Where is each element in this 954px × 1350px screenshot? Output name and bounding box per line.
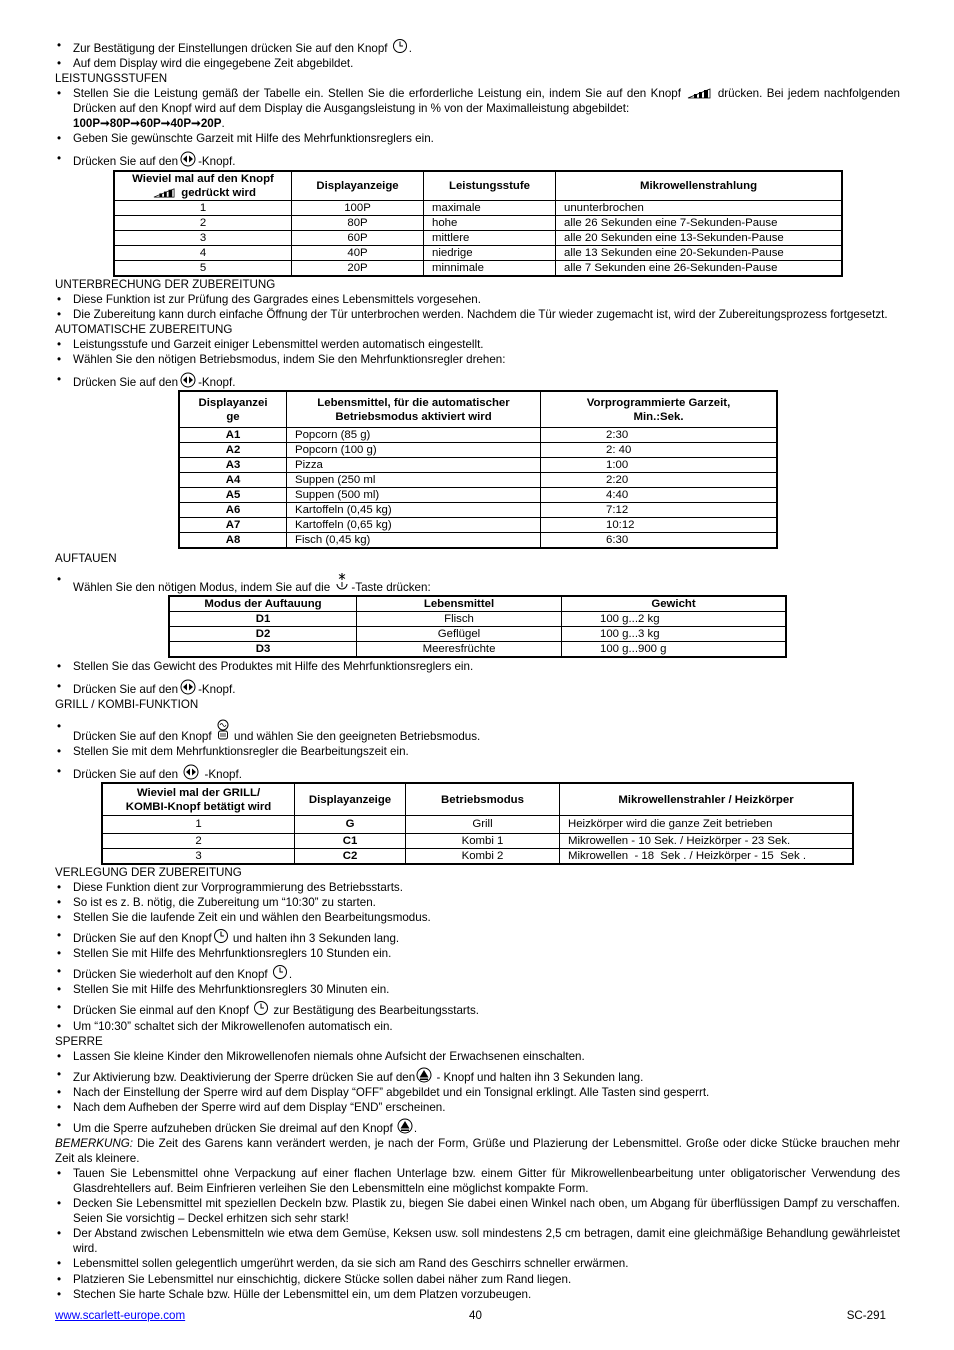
website-link[interactable]: www.scarlett-europe.com <box>55 1309 186 1322</box>
table-row: A8 Fisch (0,45 kg) 6:30 <box>179 532 777 548</box>
grill-icon <box>216 719 230 741</box>
table-row: 1 100P maximale ununterbrochen <box>114 201 842 216</box>
list-item: • Nach dem Aufheben der Sperre wird auf dem Display “END” erscheinen. <box>55 1100 900 1115</box>
page-content <box>55 38 900 1302</box>
list-item: • Stellen Sie das Gewicht des Produktes mit Hilfe des Mehrfunktionsreglers ein. <box>55 659 900 674</box>
clock-icon <box>213 928 229 944</box>
table-row: A4 Suppen (250 ml 2:20 <box>179 472 777 487</box>
list-item: • Zur Bestätigung der Einstellungen drücken Sie auf den Knopf . <box>55 38 900 56</box>
table-row: D1 Flisch 100 g...2 kg <box>169 612 786 627</box>
list-item: • Tauen Sie Lebensmittel ohne Verpackung auf einer flachen Unterlage bzw. einem Gitter für Mikrowellenbearbeitung unter obligatorischer Verwendung des Glasdrehtellers auf. Beim Einfrieren verleihen Sie den Lebensmitteln eine möglichst kompakte Form. <box>55 1166 900 1196</box>
page-number: 40 <box>469 1309 482 1322</box>
leistung-list <box>55 86 900 169</box>
automatik-list <box>55 337 900 390</box>
list-item: • Lebensmittel sollen gelegentlich umgerührt werden, da sie sich am Rand des Geschirrs schneller erwärmen. <box>55 1256 900 1271</box>
table-row: A1 Popcorn (85 g) 2:30 <box>179 427 777 442</box>
table-row: A2 Popcorn (100 g) 2: 40 <box>179 442 777 457</box>
unterbrechung-list <box>55 292 900 322</box>
list-item: • So ist es z. B. nötig, die Zubereitung um “10:30” zu starten. <box>55 895 900 910</box>
auftauen-list-2 <box>55 659 900 697</box>
table-row: A6 Kartoffeln (0,45 kg) 7:12 <box>179 502 777 517</box>
list-item: • Um “10:30” schaltet sich der Mikrowellenofen automatisch ein. <box>55 1019 900 1034</box>
defrost-icon <box>334 572 350 592</box>
clock-icon <box>253 1000 269 1016</box>
list-item: • Platzieren Sie Lebensmittel nur einschichtig, dickere Stücke sollen dabei näher zum Rand liegen. <box>55 1272 900 1287</box>
heading-leistungsstufen: LEISTUNGSSTUFEN <box>55 72 168 86</box>
sperre-list <box>55 1049 900 1136</box>
list-item: • Geben Sie gewünschte Garzeit mit Hilfe des Mehrfunktionsreglers ein. <box>55 131 900 146</box>
heading-grill: GRILL / KOMBI-FUNKTION <box>55 698 199 712</box>
power-level-icon <box>151 187 177 198</box>
auto-table: Displayanzei ge Lebensmittel, für die automatischer Betriebsmodus aktiviert wird Vorprogrammierte Garzeit, Min.:Sek. A1 Popcorn (85 g) 2:30 A2 Popcorn (100 g) 2: 40 A3 Pizza 1:00 A4 Suppen (250 ml 2:20 A5 Suppen (500 ml) 4:40 A6 Kartoffeln (0,45 kg) 7:12 A7 Kartoffeln (0,65 kg) 10:12 A8 Fisch (0,45 kg) 6:30 <box>178 390 778 549</box>
table-row: A7 Kartoffeln (0,65 kg) 10:12 <box>179 517 777 532</box>
table-row: 4 40P niedrige alle 13 Sekunden eine 20-Sekunden-Pause <box>114 246 842 261</box>
list-item: • Lassen Sie kleine Kinder den Mikrowellenofen niemals ohne Aufsicht der Erwachsenen einschalten. <box>55 1049 900 1064</box>
list-item: • Drücken Sie auf den -Knopf. <box>55 151 900 169</box>
power-sequence: 100P➞80P➞60P➞40P➞20P <box>73 117 222 131</box>
list-item: • Leistungsstufe und Garzeit einiger Lebensmittel werden automatisch eingestellt. <box>55 337 900 352</box>
heading-unterbrechung: UNTERBRECHUNG DER ZUBEREITUNG <box>55 278 276 291</box>
heading-auftauen: AUFTAUEN <box>55 551 117 565</box>
list-item: • Drücken Sie auf den -Knopf. <box>55 372 900 390</box>
start-icon <box>179 151 197 167</box>
intro-list <box>55 38 900 71</box>
list-item: • Stellen Sie die Leistung gemäß der Tabelle ein. Stellen Sie die erforderliche Leistung ein, indem Sie auf den Knopf drücken. Bei jedem nachfolgenden Drücken auf den Knopf wird auf dem Display die Ausgangsleistung in % von der Maximalleistung abgebildet: 100P➞80P➞60P➞40P➞20P. <box>55 86 900 131</box>
list-item: • Drücken Sie wiederholt auf den Knopf . <box>55 964 900 982</box>
clock-icon <box>392 38 408 54</box>
list-item: • Wählen Sie den nötigen Modus, indem Sie auf die -Taste drücken: <box>55 572 900 595</box>
grill-list <box>55 719 900 782</box>
tips-list <box>55 1166 900 1302</box>
list-item: • Diese Funktion dient zur Vorprogrammierung des Betriebsstarts. <box>55 880 900 895</box>
stop-lock-icon <box>397 1118 413 1134</box>
list-item: • Der Abstand zwischen Lebensmitteln wie etwa dem Gemüse, Keksen usw. soll mindestens 2,5 cm betragen, damit eine gleichmäßige Behandlung gewährleistet wird. <box>55 1226 900 1256</box>
table-row: D3 Meeresfrüchte 100 g...900 g <box>169 642 786 658</box>
start-icon <box>179 679 197 695</box>
list-item: • Stellen Sie mit Hilfe des Mehrfunktionsreglers 30 Minuten ein. <box>55 982 900 997</box>
start-icon <box>179 372 197 388</box>
list-item: • Stechen Sie harte Schale bzw. Hülle der Lebensmittel ein, um dem Platzen vorzubeugen. <box>55 1287 900 1302</box>
list-item: • Drücken Sie auf den Knopf und halten ihn 3 Sekunden lang. <box>55 928 900 946</box>
defrost-table: Modus der Auftauung Lebensmittel Gewicht D1 Flisch 100 g...2 kg D2 Geflügel 100 g...3 kg D3 Meeresfrüchte 100 g...900 g <box>168 595 787 658</box>
list-item: • Nach der Einstellung der Sperre wird auf dem Display “OFF” abgebildet und ein Tonsignal erklingt. Alle Tasten sind gesperrt. <box>55 1085 900 1100</box>
list-item: • Wählen Sie den nötigen Betriebsmodus, indem Sie den Mehrfunktionsregler drehen: <box>55 352 900 367</box>
list-item: • Drücken Sie auf den -Knopf. <box>55 764 900 782</box>
table-row: 1 G Grill Heizkörper wird die ganze Zeit betrieben <box>102 815 853 833</box>
clock-icon <box>272 964 288 980</box>
table-row: A3 Pizza 1:00 <box>179 457 777 472</box>
heading-sperre: SPERRE <box>55 1034 103 1048</box>
list-item: • Decken Sie Lebensmittel mit speziellen Deckeln bzw. Plastik zu, biegen Sie dabei einen Winkel nach oben, um Abgang für überflüssigen Dampf zu verschaffen. Seien Sie vorsichtig – Deckel erhitzen sich sehr stark! <box>55 1196 900 1226</box>
list-item: • Drücken Sie auf den -Knopf. <box>55 679 900 697</box>
list-item: • Drücken Sie auf den Knopf und wählen Sie den geeigneten Betriebsmodus. <box>55 719 900 744</box>
heading-automatik: AUTOMATISCHE ZUBEREITUNG <box>55 323 233 337</box>
table-row: 3 60P mittlere alle 20 Sekunden eine 13-Sekunden-Pause <box>114 231 842 246</box>
power-level-icon <box>686 87 712 99</box>
list-item: • Drücken Sie einmal auf den Knopf zur Bestätigung des Bearbeitungsstarts. <box>55 1000 900 1018</box>
table-row: 3 C2 Kombi 2 Mikrowellen - 18 Sek . / Heizkörper - 15 Sek . <box>102 848 853 864</box>
list-item: • Die Zubereitung kann durch einfache Öffnung der Tür unterbrochen werden. Nachdem die Tür wieder zugemacht ist, wird der Zubereitungsprozess fortgesetzt. <box>55 307 900 322</box>
list-item: • Stellen Sie mit Hilfe des Mehrfunktionsreglers 10 Stunden ein. <box>55 946 900 961</box>
model-number: SC-291 <box>846 1309 886 1322</box>
table-row: 2 80P hohe alle 26 Sekunden eine 7-Sekunden-Pause <box>114 216 842 231</box>
list-item: • Um die Sperre aufzuheben drücken Sie dreimal auf den Knopf . <box>55 1118 900 1136</box>
note: BEMERKUNG: Die Zeit des Garens kann verändert werden, je nach der Form, Grüße und Plazierung der Lebensmittel. Große oder dicke Stücke brauchen mehr Zeit als kleinere. <box>55 1136 900 1165</box>
list-item: • Auf dem Display wird die eingegebene Zeit abgebildet. <box>55 56 900 71</box>
power-table: Wieviel mal auf den Knopf gedrückt wird Displayanzeige Leistungsstufe Mikrowellenstrahlung 1 100P maximale ununterbrochen 2 80P hohe alle 26 Sekunden eine 7-Sekunden-Pause 3 60P mittlere alle 20 Sekunden eine 13-Sekunden-Pause 4 40P niedrige alle 13 Sekunden eine 20-Sekunden-Pause 5 20P minnimale alle 7 Sekunden eine 26-Sekunden-Pause <box>113 170 843 278</box>
verlegung-list <box>55 880 900 1034</box>
start-icon <box>182 764 200 780</box>
table-row: A5 Suppen (500 ml) 4:40 <box>179 487 777 502</box>
stop-lock-icon <box>416 1067 432 1083</box>
list-item: • Diese Funktion ist zur Prüfung des Gargrades eines Lebensmittels vorgesehen. <box>55 292 900 307</box>
list-item: • Stellen Sie mit dem Mehrfunktionsregler die Bearbeitungszeit ein. <box>55 744 900 759</box>
grill-table: Wieviel mal der GRILL/ KOMBI-Knopf betätigt wird Displayanzeige Betriebsmodus Mikrowellenstrahler / Heizkörper 1 G Grill Heizkörper wird die ganze Zeit betrieben 2 C1 Kombi 1 Mikrowellen - 10 Sek. / Heizkörper - 23 Sek. 3 C2 Kombi 2 Mikrowellen - 18 Sek . / Heizkörper - 15 Sek . <box>101 782 854 865</box>
table-row: 5 20P minnimale alle 7 Sekunden eine 26-Sekunden-Pause <box>114 261 842 277</box>
auftauen-list <box>55 572 900 595</box>
table-row: D2 Geflügel 100 g...3 kg <box>169 627 786 642</box>
list-item: • Stellen Sie die laufende Zeit ein und wählen den Bearbeitungsmodus. <box>55 910 900 925</box>
list-item: • Zur Aktivierung bzw. Deaktivierung der Sperre drücken Sie auf den - Knopf und halten ihn 3 Sekunden lang. <box>55 1067 900 1085</box>
heading-verlegung: VERLEGUNG DER ZUBEREITUNG <box>55 865 242 879</box>
table-row: 2 C1 Kombi 1 Mikrowellen - 10 Sek. / Heizkörper - 23 Sek. <box>102 833 853 848</box>
